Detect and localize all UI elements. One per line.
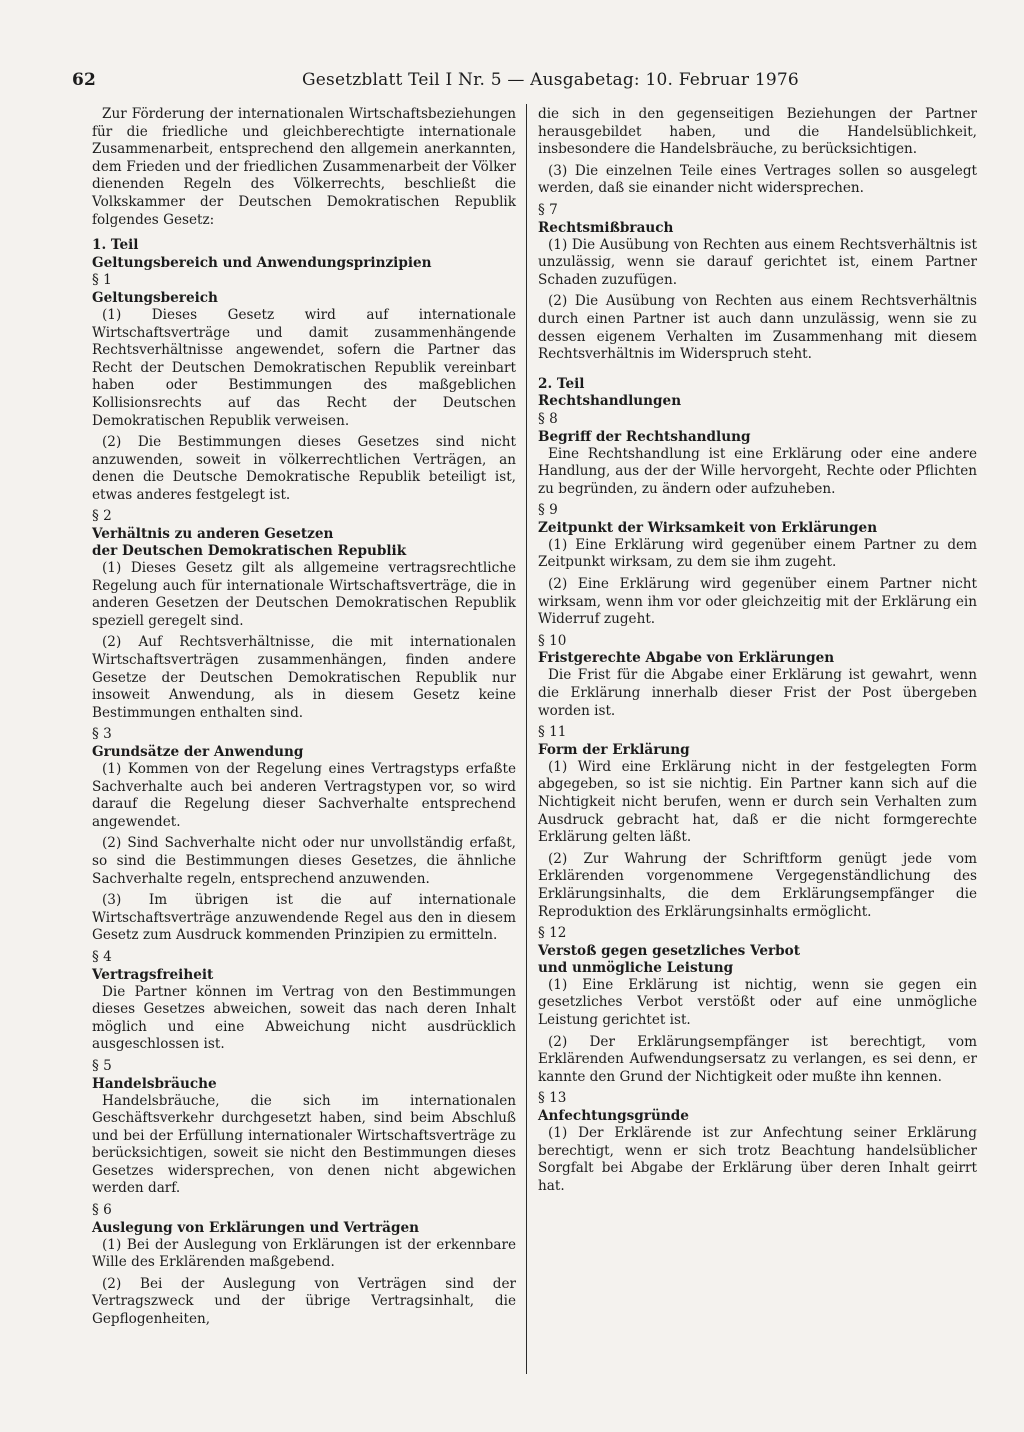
section-number: § 8 xyxy=(538,410,558,427)
paragraph: (1) Wird eine Erklärung nicht in der festgelegten Form abgegeben, so ist sie nichtig. Ein Partner kann sich auf die Nichtigkeit nicht berufen, wenn er durch sein Verhalten zum Ausdruck gebracht hat, daß er die nicht formgerechte Erklärung gelten läßt. xyxy=(538,758,977,846)
section-title: Auslegung von Erklärungen und Verträgen xyxy=(92,1219,419,1236)
paragraph-continued: die sich in den gegenseitigen Beziehungen der Partner herausgebildet haben, und die Handelsüblichkeit, insbesondere die Handelsbräuche, zu berücksichtigen. xyxy=(538,106,977,158)
section-number: § 13 xyxy=(538,1090,567,1107)
section-title: Rechtsmißbrauch xyxy=(538,219,674,236)
paragraph: (1) Der Erklärende ist zur Anfechtung seiner Erklärung berechtigt, wenn er sich trotz Beachtung handelsüblicher Sorgfalt bei Abgabe der Erklärung über deren Inhalt geirrt hat. xyxy=(538,1124,977,1194)
section-number: § 9 xyxy=(538,502,558,519)
section-title: Anfechtungsgründe xyxy=(538,1107,689,1124)
paragraph: (1) Dieses Gesetz wird auf internationale Wirtschaftsverträge und damit zusammenhängende Rechtsverhältnisse angewendet, sofern die Partner das Recht der Deutschen Demokratischen Republik vereinbart haben oder Bestimmungen des maßgeblichen Kollisionsrechts auf das Recht der Deutschen Demokratischen Republik verweisen. xyxy=(92,306,516,429)
section-title: Fristgerechte Abgabe von Erklärungen xyxy=(538,650,835,667)
part-title: Geltungsbereich und Anwendungsprinzipien xyxy=(92,254,432,271)
section-number: § 5 xyxy=(92,1057,112,1074)
section-number: § 4 xyxy=(92,948,112,965)
part-heading: 2. Teil xyxy=(538,375,585,392)
paragraph: Die Frist für die Abgabe einer Erklärung ist gewahrt, wenn die Erklärung innerhalb dieser Frist der Post übergeben worden ist. xyxy=(538,667,977,719)
paragraph: (2) Der Erklärungsempfänger ist berechtigt, vom Erklärenden Aufwendungsersatz zu verlangen, es sei denn, er kannte den Grund der Nichtigkeit oder mußte ihn kennen. xyxy=(538,1033,977,1085)
page-number: 62 xyxy=(72,70,97,90)
section-title-line: der Deutschen Demokratischen Republik xyxy=(92,543,407,560)
section-title-line: und unmögliche Leistung xyxy=(538,959,734,976)
paragraph: (2) Die Ausübung von Rechten aus einem Rechtsverhältnis durch einen Partner ist auch dann unzulässig, wenn sie zu dessen eigenem Verhalten im Zusammenhang mit diesem Rechtsverhältnis im Widerspruch steht. xyxy=(538,293,977,363)
paragraph: (2) Eine Erklärung wird gegenüber einem Partner nicht wirksam, wenn ihm vor oder gleichzeitig mit der Erklärung ein Widerruf zugeht. xyxy=(538,576,977,628)
section-title: Form der Erklärung xyxy=(538,741,690,758)
column-divider xyxy=(526,104,527,1374)
paragraph: (2) Auf Rechtsverhältnisse, die mit internationalen Wirtschaftsverträgen zusammenhängen, finden andere Gesetze der Deutschen Demokratischen Republik nur insoweit Anwendung, als in diesem Gesetz keine Bestimmungen enthalten sind. xyxy=(92,634,516,721)
paragraph: Handelsbräuche, die sich im internationalen Geschäftsverkehr durchgesetzt haben, sind beim Abschluß und bei der Erfüllung internationaler Wirtschaftsverträge zu berücksichtigen, soweit sie nicht den Bestimmungen dieses Gesetzes widersprechen, von denen nicht abgewichen werden darf. xyxy=(92,1092,516,1197)
paragraph: (1) Eine Erklärung ist nichtig, wenn sie gegen ein gesetzliches Verbot verstößt oder auf eine unmögliche Leistung gerichtet ist. xyxy=(538,976,977,1028)
section-number: § 2 xyxy=(92,508,112,525)
paragraph: (1) Die Ausübung von Rechten aus einem Rechtsverhältnis ist unzulässig, wenn sie darauf gerichtet ist, einem Partner Schaden zuzufügen. xyxy=(538,236,977,288)
section-title-line: Verstoß gegen gesetzliches Verbot xyxy=(538,942,801,959)
paragraph: (1) Kommen von der Regelung eines Vertragstyps erfaßte Sachverhalte auch bei anderen Vertragstypen vor, so wird darauf die Regelung dieser Sachverhalte entsprechend angewendet. xyxy=(92,761,516,830)
section-number: § 12 xyxy=(538,925,567,942)
section-number: § 7 xyxy=(538,201,558,218)
part-title: Rechtshandlungen xyxy=(538,393,682,410)
section-title-line: Verhältnis zu anderen Gesetzen xyxy=(92,526,334,543)
paragraph: (1) Eine Erklärung wird gegenüber einem Partner zu dem Zeitpunkt wirksam, zu dem sie ihm zugeht. xyxy=(538,536,977,571)
section-title xyxy=(92,526,516,560)
part-heading: 1. Teil xyxy=(92,237,139,254)
paragraph: (3) Im übrigen ist die auf internationale Wirtschaftsverträge anzuwendende Regel aus den in diesem Gesetz zum Ausdruck kommenden Prinzipien zu ermitteln. xyxy=(92,892,516,944)
running-head: Gesetzblatt Teil I Nr. 5 — Ausgabetag: 10. Februar 1976 xyxy=(302,70,799,90)
left-column xyxy=(92,106,516,1333)
page-header xyxy=(72,70,980,96)
section-title: Handelsbräuche xyxy=(92,1075,217,1092)
section-number: § 6 xyxy=(92,1202,112,1219)
paragraph: (2) Bei der Auslegung von Verträgen sind der Vertragszweck und der übrige Vertragsinhalt, die Gepflogenheiten, xyxy=(92,1275,516,1328)
right-column xyxy=(538,106,977,1199)
section-number: § 10 xyxy=(538,632,567,649)
paragraph: Eine Rechtshandlung ist eine Erklärung oder eine andere Handlung, aus der der Wille hervorgeht, Rechte oder Pflichten zu begründen, zu ändern oder aufzuheben. xyxy=(538,445,977,497)
section-number: § 3 xyxy=(92,726,112,743)
section-title xyxy=(538,943,977,977)
paragraph: Die Partner können im Vertrag von den Bestimmungen dieses Gesetzes abweichen, soweit das nach deren Inhalt möglich und eine Abweichung nicht ausdrücklich ausgeschlossen ist. xyxy=(92,983,516,1053)
paragraph: (2) Sind Sachverhalte nicht oder nur unvollständig erfaßt, so sind die Bestimmungen dieses Gesetzes, die ähnliche Sachverhalte regeln, entsprechend anzuwenden. xyxy=(92,835,516,887)
section-title: Begriff der Rechtshandlung xyxy=(538,428,751,445)
preamble: Zur Förderung der internationalen Wirtschaftsbeziehungen für die friedliche und gleichberechtigte internationale Zusammenarbeit, entsprechend den allgemein anerkannten, dem Frieden und der friedlichen Zusammenarbeit der Völker dienenden Regeln des Völkerrechts, beschließt die Volkskammer der Deutschen Demokratischen Republik folgendes Gesetz: xyxy=(92,106,516,228)
section-number: § 11 xyxy=(538,724,567,741)
paragraph: (2) Die Bestimmungen dieses Gesetzes sind nicht anzuwenden, soweit in völkerrechtlichen Verträgen, an denen die Deutsche Demokratische Republik beteiligt ist, etwas anderes festgelegt ist. xyxy=(92,434,516,503)
section-title: Geltungsbereich xyxy=(92,289,218,306)
section-title: Zeitpunkt der Wirksamkeit von Erklärungen xyxy=(538,519,878,536)
section-number: § 1 xyxy=(92,272,112,289)
paragraph: (1) Dieses Gesetz gilt als allgemeine vertragsrechtliche Regelung auch für internationale Wirtschaftsverträge, die in anderen Gesetzen der Deutschen Demokratischen Republik speziell geregelt sind. xyxy=(92,560,516,629)
paragraph: (3) Die einzelnen Teile eines Vertrages sollen so ausgelegt werden, daß sie einander nicht widersprechen. xyxy=(538,162,977,197)
paragraph: (1) Bei der Auslegung von Erklärungen ist der erkennbare Wille des Erklärenden maßgebend. xyxy=(92,1236,516,1271)
paragraph: (2) Zur Wahrung der Schriftform genügt jede vom Erklärenden vorgenommene Vergegenständlichung des Erklärungsinhalts, die dem Erklärungsempfänger die Reproduktion des Erklärungsinhalts ermöglicht. xyxy=(538,850,977,920)
section-title: Grundsätze der Anwendung xyxy=(92,744,304,760)
section-title: Vertragsfreiheit xyxy=(92,966,214,983)
